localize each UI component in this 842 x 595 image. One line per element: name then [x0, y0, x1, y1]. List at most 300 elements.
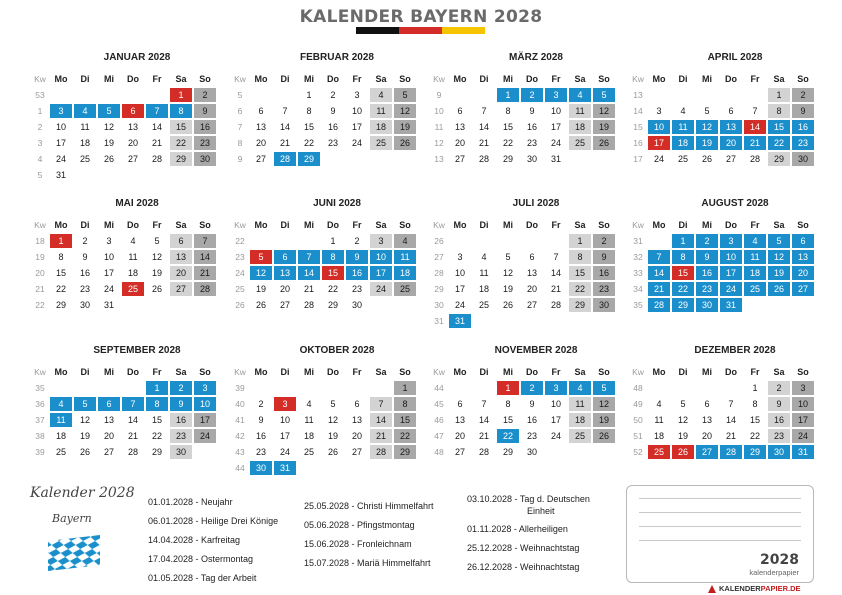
weekday-header: Fr	[551, 74, 561, 84]
day-cell: 26	[79, 447, 90, 457]
day-cell: 7	[122, 397, 144, 411]
day-cell: 26	[255, 300, 266, 310]
day-cell: 23	[696, 282, 718, 296]
day-cell: 27	[103, 447, 114, 457]
day-cell: 7	[194, 234, 216, 248]
day-cell: 17	[194, 413, 216, 427]
weekday-header: Di	[80, 74, 90, 84]
brand-main: KALENDER	[719, 584, 761, 593]
page-title: KALENDER BAYERN 2028	[299, 7, 543, 27]
day-cell: 10	[103, 252, 114, 262]
day-cell: 27	[454, 154, 465, 164]
week-number: 31	[633, 236, 643, 246]
day-cell: 4	[569, 88, 591, 102]
holiday-entry: 26.12.2028 - Weihnachtstag	[467, 562, 580, 572]
day-cell: 23	[170, 429, 192, 443]
day-cell: 7	[648, 250, 670, 264]
week-number: 44	[434, 383, 444, 393]
weekday-header: Sa	[375, 220, 387, 230]
day-cell: 21	[550, 284, 561, 294]
weekday-header: Mi	[104, 74, 114, 84]
day-cell: 26	[103, 154, 114, 164]
day-cell: 10	[792, 397, 814, 411]
weekday-header: Sa	[375, 74, 387, 84]
day-cell: 14	[478, 415, 489, 425]
day-cell: 11	[654, 415, 664, 425]
weekday-header: Mo	[453, 74, 467, 84]
day-cell: 25	[394, 282, 416, 296]
day-cell: 2	[194, 88, 216, 102]
weekday-header: Di	[678, 74, 688, 84]
weekday-header: So	[399, 367, 411, 377]
notes-line	[639, 512, 801, 513]
day-cell: 5	[74, 397, 96, 411]
day-cell: 28	[648, 298, 670, 312]
holiday-list-col2	[304, 497, 434, 573]
day-cell: 28	[194, 282, 216, 296]
day-cell: 3	[50, 104, 72, 118]
week-number: 26	[235, 300, 245, 310]
day-cell: 13	[127, 122, 138, 132]
day-cell: 11	[569, 397, 591, 411]
day-cell: 16	[79, 268, 90, 278]
day-cell: 13	[274, 266, 296, 280]
day-cell: 10	[279, 415, 290, 425]
holiday-list-col3-rest	[467, 520, 579, 577]
week-number: 24	[235, 268, 245, 278]
weekday-header: Sa	[175, 367, 187, 377]
day-cell: 27	[696, 445, 718, 459]
day-cell: 26	[593, 429, 615, 443]
day-cell: 11	[304, 415, 314, 425]
week-number: 39	[235, 383, 245, 393]
week-number: 40	[235, 399, 245, 409]
weekday-header: Do	[725, 367, 737, 377]
kw-header: Kw	[34, 367, 46, 377]
day-cell: 5	[593, 381, 615, 395]
day-cell: 1	[752, 383, 758, 393]
weekday-header: Mo	[54, 367, 68, 377]
month-november	[429, 345, 619, 495]
kw-header: Kw	[632, 220, 644, 230]
month-name: AUGUST 2028	[701, 198, 769, 209]
weekday-header: Mi	[503, 74, 513, 84]
week-number: 33	[633, 268, 643, 278]
day-cell: 11	[80, 122, 90, 132]
week-number: 41	[235, 415, 245, 425]
day-cell: 17	[351, 122, 362, 132]
day-cell: 29	[672, 298, 694, 312]
kw-header: Kw	[632, 367, 644, 377]
day-cell: 21	[303, 284, 314, 294]
week-number: 4	[37, 154, 43, 164]
kw-header: Kw	[34, 220, 46, 230]
day-cell: 17	[648, 136, 670, 150]
day-cell: 2	[696, 234, 718, 248]
month-dezember	[628, 345, 818, 495]
day-cell: 29	[502, 154, 513, 164]
day-cell: 22	[569, 282, 591, 296]
week-number: 15	[633, 122, 643, 132]
day-cell: 10	[55, 122, 66, 132]
day-cell: 29	[768, 152, 790, 166]
day-cell: 25	[122, 282, 144, 296]
weekday-header: So	[199, 220, 211, 230]
day-cell: 20	[701, 431, 712, 441]
day-cell: 14	[725, 415, 736, 425]
footer-script-subtitle: Bayern	[52, 512, 92, 525]
day-cell: 22	[303, 138, 314, 148]
weekday-header: Do	[526, 74, 538, 84]
day-cell: 6	[98, 397, 120, 411]
week-number: 47	[434, 431, 444, 441]
day-cell: 16	[526, 415, 537, 425]
day-cell: 5	[704, 106, 710, 116]
week-number: 18	[35, 236, 45, 246]
day-cell: 9	[170, 397, 192, 411]
day-cell: 27	[127, 154, 138, 164]
day-cell: 6	[122, 104, 144, 118]
day-cell: 25	[303, 447, 314, 457]
day-cell: 3	[106, 236, 112, 246]
holiday-entry: 25.12.2028 - Weihnachtstag	[467, 543, 580, 553]
holiday-entry: 17.04.2028 - Ostermontag	[148, 554, 254, 564]
weekday-header: Di	[280, 220, 290, 230]
weekday-header: Sa	[175, 74, 187, 84]
weekday-header: Mo	[453, 367, 467, 377]
week-number: 50	[633, 415, 643, 425]
weekday-header: Do	[725, 220, 737, 230]
day-cell: 3	[194, 381, 216, 395]
day-cell: 28	[151, 154, 162, 164]
day-cell: 15	[768, 120, 790, 134]
weekday-header: Mo	[254, 220, 268, 230]
weekday-header: Do	[327, 220, 339, 230]
brand-footer	[719, 584, 801, 593]
day-cell: 10	[550, 399, 561, 409]
day-cell: 2	[170, 381, 192, 395]
day-cell: 9	[696, 250, 718, 264]
day-cell: 31	[274, 461, 296, 475]
day-cell: 29	[502, 447, 513, 457]
day-cell: 31	[103, 300, 114, 310]
day-cell: 17	[550, 122, 561, 132]
day-cell: 1	[672, 234, 694, 248]
day-cell: 5	[505, 252, 511, 262]
day-cell: 28	[720, 445, 742, 459]
day-cell: 20	[454, 431, 465, 441]
week-number: 17	[633, 154, 643, 164]
day-cell: 22	[170, 136, 192, 150]
day-cell: 5	[593, 88, 615, 102]
day-cell: 21	[478, 431, 489, 441]
day-cell: 18	[653, 431, 664, 441]
day-cell: 7	[481, 106, 487, 116]
weekday-header: Fr	[551, 220, 561, 230]
day-cell: 23	[526, 431, 537, 441]
holiday-entry: 05.06.2028 - Pfingstmontag	[304, 520, 415, 530]
day-cell: 28	[127, 447, 138, 457]
day-cell: 14	[744, 120, 766, 134]
day-cell: 24	[279, 447, 290, 457]
weekday-header: Di	[678, 367, 688, 377]
weekday-header: Di	[479, 220, 489, 230]
day-cell: 22	[502, 138, 513, 148]
week-number: 22	[235, 236, 245, 246]
day-cell: 19	[151, 268, 162, 278]
day-cell: 1	[394, 381, 416, 395]
weekday-header: Do	[327, 367, 339, 377]
day-cell: 13	[170, 250, 192, 264]
month-name: JANUAR 2028	[103, 52, 171, 63]
day-cell: 11	[744, 250, 766, 264]
month-märz	[429, 52, 619, 202]
day-cell: 28	[370, 445, 392, 459]
weekday-header: So	[797, 74, 809, 84]
week-number: 42	[235, 431, 245, 441]
month-name: FEBRUAR 2028	[300, 52, 374, 63]
day-cell: 24	[103, 284, 114, 294]
day-cell: 27	[792, 282, 814, 296]
day-cell: 15	[502, 415, 513, 425]
day-cell: 15	[394, 413, 416, 427]
day-cell: 28	[550, 300, 561, 310]
holiday-entry: 01.05.2028 - Tag der Arbeit	[148, 573, 257, 583]
day-cell: 29	[744, 445, 766, 459]
week-number: 45	[434, 399, 444, 409]
day-cell: 5	[768, 234, 790, 248]
weekday-header: So	[199, 74, 211, 84]
weekday-header: Sa	[574, 74, 586, 84]
day-cell: 26	[327, 447, 338, 457]
day-cell: 3	[545, 381, 567, 395]
day-cell: 19	[677, 431, 688, 441]
weekday-header: Mi	[503, 367, 513, 377]
day-cell: 22	[749, 431, 760, 441]
day-cell: 16	[327, 122, 338, 132]
day-cell: 26	[502, 300, 513, 310]
day-cell: 6	[704, 399, 710, 409]
weekday-header: Sa	[574, 220, 586, 230]
week-number: 29	[434, 284, 444, 294]
day-cell: 23	[327, 138, 338, 148]
month-april	[628, 52, 818, 202]
day-cell: 29	[569, 298, 591, 312]
weekday-header: Do	[526, 220, 538, 230]
day-cell: 20	[526, 284, 537, 294]
day-cell: 1	[497, 88, 519, 102]
month-name: MÄRZ 2028	[509, 52, 563, 63]
day-cell: 15	[322, 266, 344, 280]
weekday-header: Mi	[304, 367, 314, 377]
day-cell: 17	[792, 413, 814, 427]
day-cell: 18	[370, 120, 392, 134]
day-cell: 20	[127, 138, 138, 148]
day-cell: 25	[79, 154, 90, 164]
day-cell: 5	[330, 399, 336, 409]
weekday-header: Sa	[574, 367, 586, 377]
weekday-header: So	[199, 367, 211, 377]
day-cell: 11	[128, 252, 138, 262]
day-cell: 18	[55, 431, 66, 441]
week-number: 3	[37, 138, 43, 148]
day-cell: 11	[370, 104, 392, 118]
day-cell: 9	[258, 415, 264, 425]
holiday-entry: 01.01.2028 - Neujahr	[148, 497, 233, 507]
weekday-header: Mo	[254, 367, 268, 377]
month-januar	[30, 52, 220, 202]
day-cell: 4	[656, 399, 662, 409]
day-cell: 9	[346, 250, 368, 264]
day-cell: 4	[130, 236, 136, 246]
day-cell: 11	[50, 413, 72, 427]
day-cell: 1	[50, 234, 72, 248]
month-juni	[230, 198, 420, 348]
month-september	[30, 345, 220, 495]
month-mai	[30, 198, 220, 348]
weekday-header: Mi	[702, 74, 712, 84]
day-cell: 11	[672, 120, 694, 134]
day-cell: 8	[768, 104, 790, 118]
kw-header: Kw	[34, 74, 46, 84]
month-name: JUNI 2028	[313, 198, 361, 209]
day-cell: 31	[449, 314, 471, 328]
day-cell: 12	[696, 120, 718, 134]
day-cell: 18	[744, 266, 766, 280]
weekday-header: Di	[678, 220, 688, 230]
holiday-entry-continued: Einheit	[527, 506, 555, 516]
week-number: 8	[237, 138, 243, 148]
week-number: 1	[37, 106, 43, 116]
day-cell: 8	[505, 399, 511, 409]
day-cell: 9	[768, 397, 790, 411]
day-cell: 27	[279, 300, 290, 310]
day-cell: 21	[194, 266, 216, 280]
week-number: 9	[237, 154, 243, 164]
day-cell: 29	[170, 152, 192, 166]
day-cell: 13	[792, 250, 814, 264]
day-cell: 2	[258, 399, 264, 409]
weekday-header: Mo	[54, 220, 68, 230]
weekday-header: Mi	[104, 220, 114, 230]
day-cell: 1	[768, 88, 790, 102]
day-cell: 10	[720, 250, 742, 264]
weekday-header: Mi	[702, 220, 712, 230]
day-cell: 5	[394, 88, 416, 102]
day-cell: 4	[50, 397, 72, 411]
day-cell: 16	[593, 266, 615, 280]
week-number: 7	[237, 122, 243, 132]
day-cell: 8	[394, 397, 416, 411]
day-cell: 8	[672, 250, 694, 264]
weekday-header: Mo	[54, 74, 68, 84]
day-cell: 24	[55, 154, 66, 164]
day-cell: 15	[502, 122, 513, 132]
day-cell: 30	[79, 300, 90, 310]
weekday-header: Fr	[152, 220, 162, 230]
bavaria-flag-icon	[44, 533, 104, 573]
day-cell: 7	[146, 104, 168, 118]
day-cell: 4	[74, 104, 96, 118]
day-cell: 26	[151, 284, 162, 294]
weekday-header: Mi	[503, 220, 513, 230]
day-cell: 18	[569, 120, 591, 134]
day-cell: 19	[79, 431, 90, 441]
brand-logo-icon	[708, 585, 716, 593]
day-cell: 8	[569, 250, 591, 264]
flag-stripe	[356, 27, 485, 34]
kw-header: Kw	[632, 74, 644, 84]
day-cell: 19	[394, 120, 416, 134]
week-number: 49	[633, 399, 643, 409]
day-cell: 4	[569, 381, 591, 395]
day-cell: 21	[478, 138, 489, 148]
holiday-entry: 14.04.2028 - Karfreitag	[148, 535, 241, 545]
day-cell: 25	[648, 445, 670, 459]
day-cell: 25	[55, 447, 66, 457]
day-cell: 26	[394, 136, 416, 150]
day-cell: 16	[170, 413, 192, 427]
weekday-header: Fr	[750, 74, 760, 84]
day-cell: 27	[454, 447, 465, 457]
week-number: 39	[35, 447, 45, 457]
holiday-entry: 03.10.2028 - Tag d. Deutschen	[467, 494, 590, 504]
day-cell: 15	[303, 122, 314, 132]
day-cell: 24	[550, 431, 561, 441]
month-oktober	[230, 345, 420, 495]
holiday-entry: 15.06.2028 - Fronleichnam	[304, 539, 412, 549]
week-number: 35	[633, 300, 643, 310]
day-cell: 23	[351, 284, 362, 294]
weekday-header: Sa	[773, 74, 785, 84]
day-cell: 5	[250, 250, 272, 264]
notes-line	[639, 498, 801, 499]
holiday-list-col3	[467, 493, 590, 517]
day-cell: 17	[720, 266, 742, 280]
weekday-header: Fr	[352, 367, 362, 377]
week-number: 43	[235, 447, 245, 457]
day-cell: 25	[569, 136, 591, 150]
day-cell: 24	[370, 282, 392, 296]
kw-header: Kw	[433, 367, 445, 377]
day-cell: 25	[370, 136, 392, 150]
day-cell: 18	[569, 413, 591, 427]
day-cell: 7	[752, 106, 758, 116]
day-cell: 22	[55, 284, 66, 294]
day-cell: 1	[330, 236, 336, 246]
day-cell: 3	[354, 90, 360, 100]
week-number: 52	[633, 447, 643, 457]
day-cell: 6	[792, 234, 814, 248]
day-cell: 23	[526, 138, 537, 148]
notes-line	[639, 540, 801, 541]
day-cell: 5	[154, 236, 160, 246]
day-cell: 20	[720, 136, 742, 150]
weekday-header: Fr	[352, 74, 362, 84]
week-number: 36	[35, 399, 45, 409]
weekday-header: So	[399, 74, 411, 84]
day-cell: 2	[768, 381, 790, 395]
day-cell: 26	[701, 154, 712, 164]
week-number: 48	[633, 383, 643, 393]
day-cell: 27	[526, 300, 537, 310]
day-cell: 12	[677, 415, 688, 425]
day-cell: 9	[529, 399, 535, 409]
day-cell: 23	[255, 447, 266, 457]
weekday-header: Di	[280, 74, 290, 84]
week-number: 16	[633, 138, 643, 148]
week-number: 53	[35, 90, 45, 100]
